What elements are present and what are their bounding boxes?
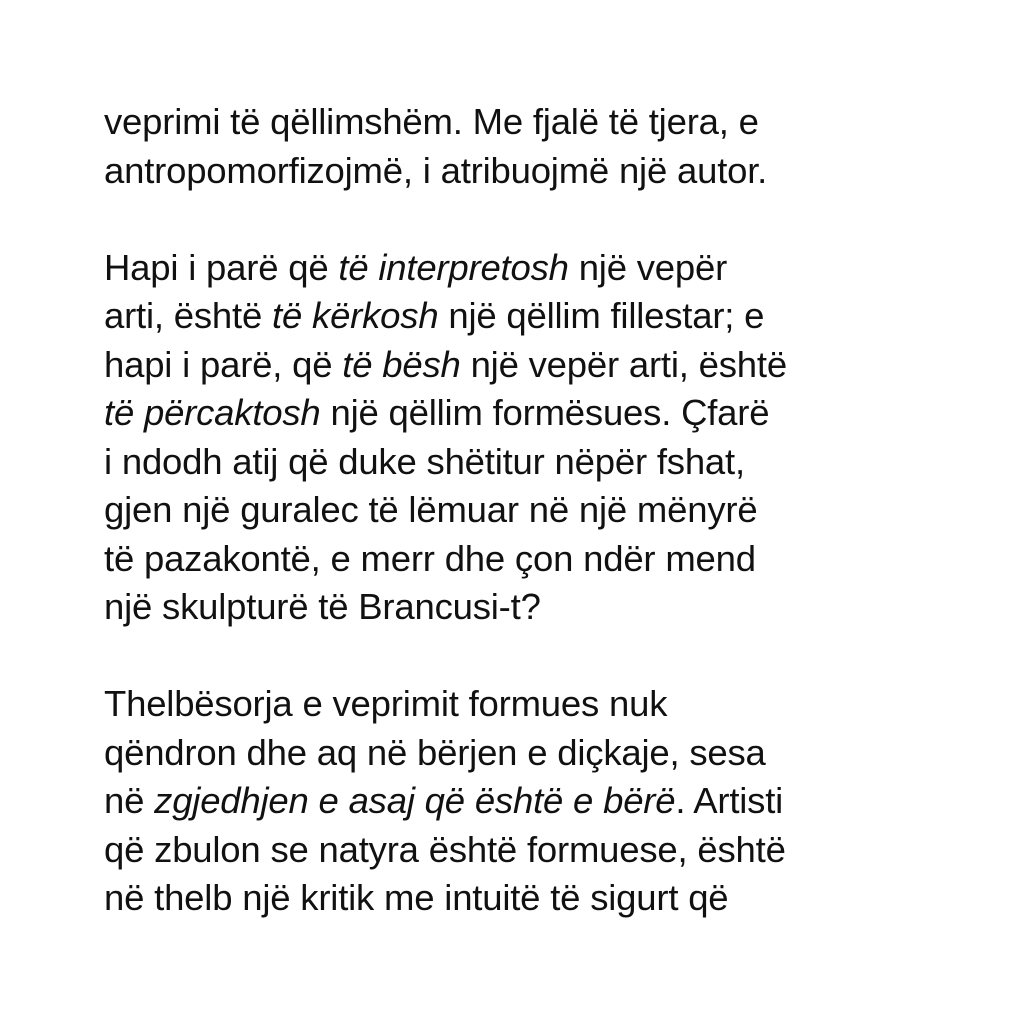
text-line (104, 389, 1004, 438)
paragraph (104, 680, 1004, 923)
text-segment: një qëllim formësues. Çfarë (320, 392, 770, 433)
document-body (104, 98, 1004, 923)
text-segment: Hapi i parë që (104, 246, 339, 288)
text-segment: një vepër arti, është (460, 343, 787, 385)
text-segment: qëndron dhe aq në bërjen e diçkaje, sesa (104, 731, 766, 773)
text-segment: arti, është (104, 295, 273, 336)
text-segment: një skulpturë të Brancusi-t? (104, 586, 541, 627)
text-line (104, 680, 1004, 729)
text-line (104, 583, 1004, 632)
text-segment: një vepër (568, 246, 728, 288)
text-segment: veprimi të qëllimshëm. Me fjalë të tjera, e (104, 101, 759, 142)
text-segment: gjen një guralec të lëmuar në një mënyrë (104, 489, 758, 530)
paragraph (104, 244, 1004, 632)
italic-text: të interpretosh (338, 246, 569, 288)
text-segment: që zbulon se natyra është formuese, është (104, 828, 786, 870)
text-segment: hapi i parë, që (104, 343, 343, 385)
text-line (104, 438, 1004, 487)
text-line (104, 244, 1004, 293)
paragraph-gap (104, 632, 1004, 681)
text-line (104, 486, 1004, 535)
text-line (104, 292, 1004, 341)
text-segment: i ndodh atij që duke shëtitur nëpër fshat, (104, 440, 745, 482)
text-segment: antropomorfizojmë, i atribuojmë një autor. (104, 149, 768, 191)
text-line (104, 98, 1004, 147)
italic-text: të kërkosh (272, 295, 439, 336)
text-segment: të pazakontë, e merr dhe çon ndër mend (104, 537, 756, 579)
italic-text: zgjedhjen e asaj që është e bërë (154, 780, 676, 821)
text-line (104, 729, 1004, 778)
text-line (104, 535, 1004, 584)
text-segment: . Artisti (675, 780, 784, 821)
text-segment: në (104, 780, 155, 821)
text-line (104, 777, 1004, 826)
italic-text: të bësh (342, 343, 461, 385)
text-line (104, 826, 1004, 875)
italic-text: të përcaktosh (104, 392, 321, 433)
text-line (104, 147, 1004, 196)
text-line (104, 874, 1004, 923)
paragraph-gap (104, 195, 1004, 244)
text-segment: një qëllim fillestar; e (438, 295, 765, 336)
text-segment: në thelb një kritik me intuitë të sigurt që (104, 877, 729, 918)
text-line (104, 341, 1004, 390)
paragraph (104, 98, 1004, 195)
text-segment: Thelbësorja e veprimit formues nuk (104, 683, 668, 724)
